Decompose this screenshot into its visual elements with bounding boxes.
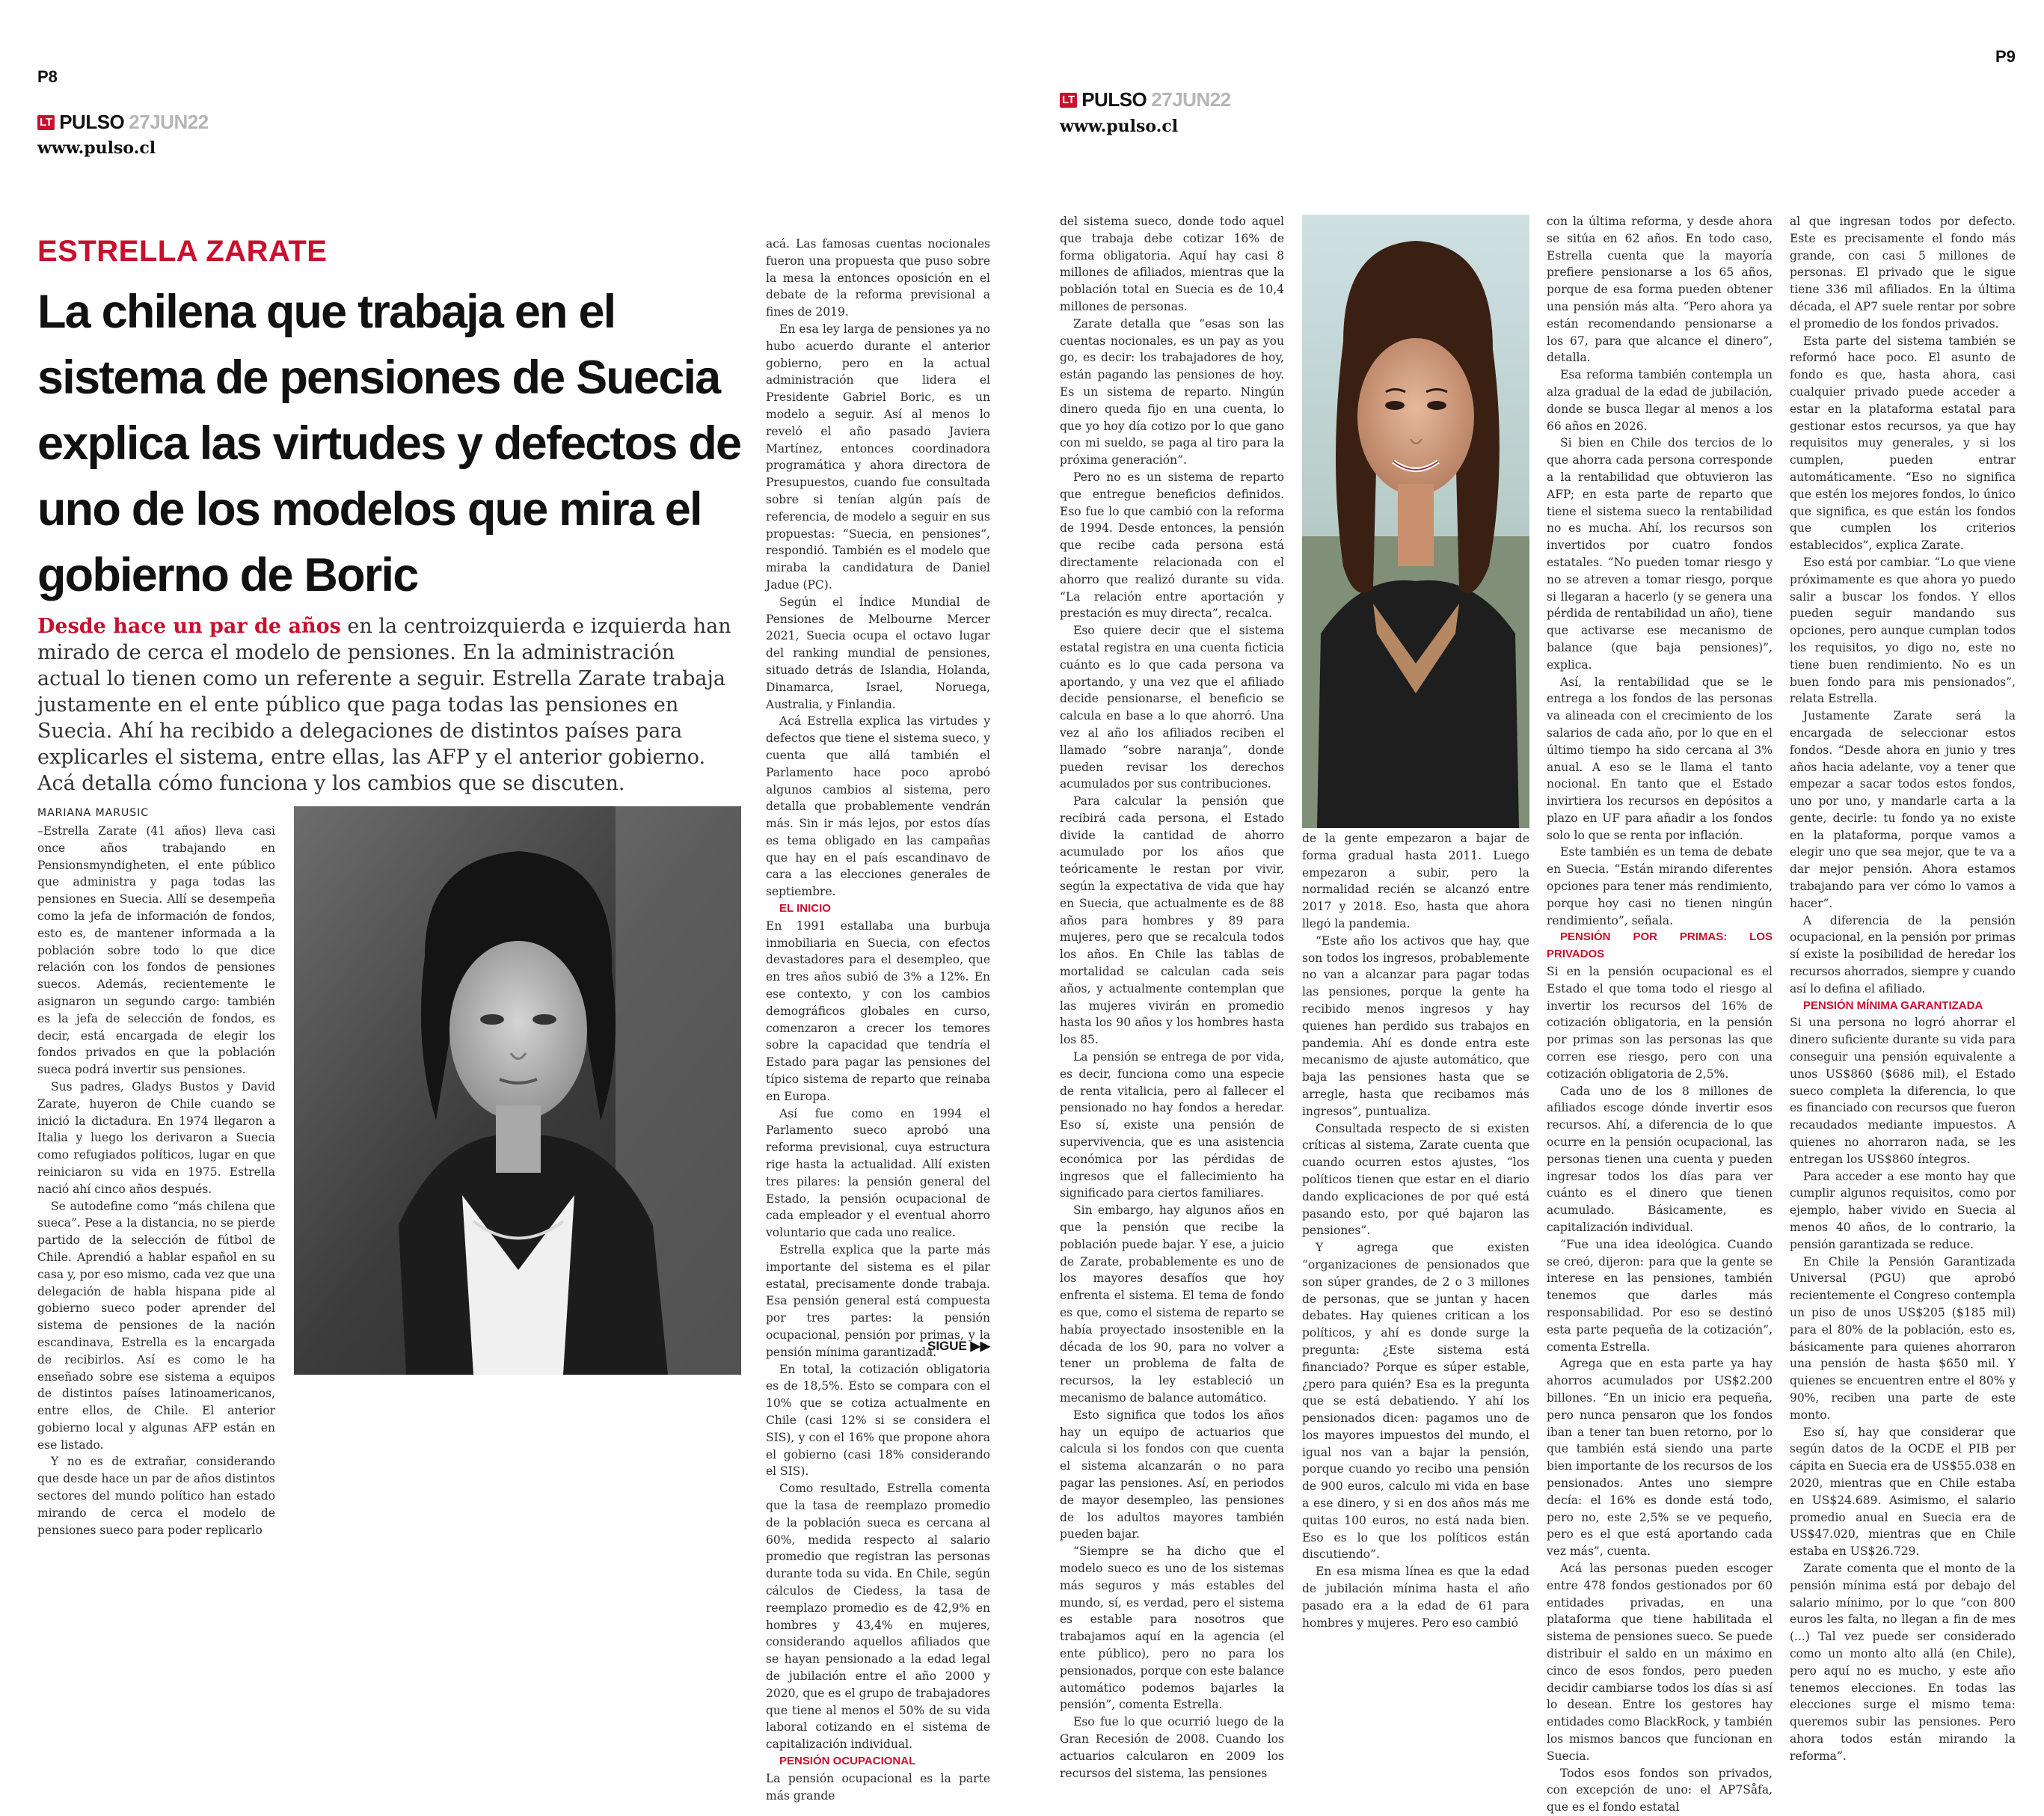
paragraph: Agrega que en esta parte ya hay ahorros acumulados por US$2.200 billones. “En un inicio era pequeña, pero nunca pensaron que los fondos iban a tener tan buen retorno, por lo que también está siendo una parte bien importante de los recursos de los pensionados. Antes uno siempre decía: el 16% es donde está todo, pero no, este 2,5% se ve pequeño, pero es el que está aportando cada vez más”, cuenta. [1547,1357,1773,1559]
paragraph: acá. Las famosas cuentas nocionales fueron una propuesta que puso sobre la mesa la entonces oposición en el debate de la reforma previsional a fines de 2019. [766,237,990,319]
lt-logo: LT [37,115,55,130]
paragraph: Acá las personas pueden escoger entre 478 fondos gestionados por 60 entidades privadas, en una plataforma que tiene habilitada el sistema de pensiones sueco. Se puede distribuir el saldo en un máximo en cinco de esos fondos, pero pueden decidir cambiarse todos los días si así lo desean. Entre los gestores hay entidades como BlackRock, y también los mismos bancos que funcionan en Suecia. [1547,1561,1773,1763]
paragraph: Zarate comenta que el monto de la pensión mínima está por debajo del salario mínimo, por lo que “con 800 euros les falta, no llegan a fin de mes (...) Tal vez puede ser considerado como un monto alto allá (en Chile), pero aquí no es mucho, y este año tenemos elecciones. En todas las elecciones surge el mismo tema: queremos subir las pensiones. Pero ahora todos están mirando la reforma”. [1790,1561,2016,1763]
paragraph: Eso está por cambiar. “Lo que viene próximamente es que ahora yo puedo salir a buscar los fondos. Y ellos pueden seguir mandando sus opciones, pero aunque cumplan todos los requisitos, yo digo no, este no tiene buen rendimiento. No es un buen fondo para mis pensionados”, relata Estrella. [1790,555,2016,706]
paragraph: al que ingresan todos por defecto. Este es precisamente el fondo más grande, con casi 5 millones de personas. El privado que le sigue tiene 336 mil afiliados. En la última década, el AP7 suele rentar por sobre el promedio de los fondos privados. [1790,215,2016,331]
paragraph: Esa reforma también contempla un alza gradual de la edad de jubilación, donde se busca llegar al menos a los 66 años en 2026. [1547,368,1773,433]
paragraph: Pero no es un sistema de reparto que entregue beneficios definidos. Eso fue lo que cambió con la reforma de 1994. Desde entonces, la pensión que recibe cada persona está directamente relacionada con el ahorro que realizó durante su vida. “La relación entre aportación y prestación es muy directa”, recalca. [1060,470,1284,621]
paragraph: Sin embargo, hay algunos años en que la pensión que recibe la población puede bajar. Y ese, a juicio de Zarate, probablemente es uno de los mayores desafíos que hoy enfrenta el sistema. El tema de fondo es que, como el sistema de reparto se había proyectado insostenible en la década de los 90, para no volver a tener un problema de falta de recursos, la ley estableció un mecanismo de balance automático. [1060,1203,1284,1405]
paragraph: “Siempre se ha dicho que el modelo sueco es uno de los sistemas más seguros y más estables del mundo, sí, es verdad, pero el sistema es estable para nosotros que trabajamos aquí en la agencia (el ente público), pero no para los pensionados, porque con este balance automático podemos bajarles la pensión”, comenta Estrella. [1060,1544,1284,1712]
portrait-photo-color [1302,215,1529,828]
column-2 [766,236,990,1804]
paragraph: La pensión ocupacional es la parte más grande [766,1771,990,1803]
paragraph: Si bien en Chile dos tercios de lo que ahorra cada persona corresponde a la rentabilidad que obtuvieron las AFP; en esta parte de reparto que tiene el sistema sueco la rentabilidad no es mucha. Ahí, los recursos son invertidos por cuatro fondos estatales. “No pueden tomar riesgo y no se atreven a tomar riesgo, porque si llegaran a hacerlo (y se genera una pérdida de rentabilidad un año), tiene que activarse ese mecanismo de balance (que baja pensiones)”, explica. [1547,436,1773,672]
page-number-left: P8 [37,67,58,86]
brand-date: 27JUN22 [1151,88,1231,111]
column-3 [1060,213,1284,1782]
paragraph: Acá Estrella explica las virtudes y defectos que tiene el sistema sueco, y cuenta que allá también el Parlamento hace poco aprobó algunos cambios al sistema, pero detalla que probablemente vendrán más. Sin ir más lejos, por estos días es tema obligado en las campañas que hay en el país escandinavo de cara a las elecciones generales de septiembre. [766,714,990,899]
column-6 [1790,213,2016,1765]
paragraph: Consultada respecto de si existen críticas al sistema, Zarate cuenta que cuando ocurren estos ajustes, “los políticos tienen que estar en el diario dando explicaciones de por qué está pasando esto, por qué bajaron las pensiones”. [1302,1121,1529,1238]
paragraph: Si una persona no logró ahorrar el dinero suficiente durante su vida para conseguir una pensión equivalente a unos US$860 ($686 mil), el Estado sueco completa la diferencia, lo que es financiado con recursos que fueron recaudados mediante impuestos. A quienes no ahorraron nada, se les entregan los US$860 íntegros. [1790,1016,2016,1166]
paragraph: Eso fue lo que ocurrió luego de la Gran Recesión de 2008. Cuando los actuarios calcularon en 2009 los recursos del sistema, las pensiones [1060,1715,1284,1780]
paragraph: con la última reforma, y desde ahora se sitúa en 62 años. En todo caso, Estrella cuenta que la mayoría prefiere pensionarse a los 65 años, porque de esa forma pueden obtener una pensión más alta. “Pero ahora ya están recomendando pensionarse a los 67, para que alcance el dinero”, detalla. [1547,215,1773,365]
paragraph: Cada uno de los 8 millones de afiliados escoge dónde invertir esos recursos. Ahí, a diferencia de lo que ocurre en la pensión ocupacional, las personas tienen una cuenta y pueden ingresar todos los días para ver cuánto es el dinero que tienen acumulado. Básicamente, es capitalización individual. [1547,1084,1773,1235]
paragraph: Estrella explica que la parte más importante del sistema es el pilar estatal, precisamente donde trabaja. Esa pensión general está compuesta por tres partes: la pensión ocupacional, pensión por primas, y la pensión mínima garantizada. [766,1243,990,1359]
paragraph: En esa ley larga de pensiones ya no hubo acuerdo durante el anterior gobierno, pero en la actual administración que lidera el Presidente Gabriel Boric, es un modelo a seguir. Así al menos lo reveló el año pasado Javiera Martínez, entonces coordinadora programática y ahora directora de Presupuestos, cuando fue consultada sobre si tenían algún país de referencia, de modelo a seguir en sus propuestas: “Suecia, en pensiones”, respondió. También es el modelo que miraba la candidatura de Daniel Jadue (PC). [766,322,990,592]
lead-highlight: Desde hace un par de años [37,615,341,638]
column-1 [37,823,275,1539]
lead-paragraph [37,613,733,797]
brand-name: PULSO [1081,88,1147,111]
lead-text: en la centroizquierda e izquierda han mirado de cerca el modelo de pensiones. En la administración actual lo tienen como un referente a seguir. Estrella Zarate trabaja justamente en el ente público que paga todas las pensiones en Suecia. Ahí ha recibido a delegaciones de distintos países para explicarles el sistema, entre ellas, las AFP y el anterior gobierno. Acá detalla cómo funciona y los cambios que se discuten. [37,615,731,795]
author-byline: MARIANA MARUSIC [37,807,150,819]
brand-header-left [37,111,209,134]
paragraph: –Estrella Zarate (41 años) lleva casi once años trabajando en Pensionsmyndigheten, el ente público que administra y paga todas las pensiones en Suecia. Allí se desempeña como la jefa de información de fondos, esto es, de mantener informada a la población sobre todo lo que dice relación con los fondos de pensiones suecos. Además, recientemente le asignaron un segundo cargo: también es la jefa de selección de fondos, es decir, está encargada de elegir los fondos privados en que la población sueca podrá invertir sus pensiones. [37,824,275,1077]
page-number-right: P9 [1995,47,2016,66]
paragraph: Eso quiere decir que el sistema estatal registra en una cuenta ficticia cuánto es lo que cada persona va aportando, y una vez que el afiliado decide pensionarse, el beneficio se calcula en base a lo que ahorró. Una vez al año los afiliados reciben el llamado “sobre naranja”, donde pueden revisar los derechos acumulados por sus contribuciones. [1060,624,1284,791]
brand-header-right [1060,88,1231,111]
paragraph: Este también es un tema de debate en Suecia. “Están mirando diferentes opciones para tener más rendimiento, porque hoy casi no tienen ningún rendimiento”, señala. [1547,845,1773,927]
paragraph: de la gente empezaron a bajar de forma gradual hasta 2011. Luego empezaron a subir, pero la normalidad recién se alcanzó entre 2017 y 2018. Eso, hasta que ahora llegó la pandemia. [1302,832,1529,930]
paragraph: Y agrega que existen “organizaciones de pensionados que son súper grandes, de 2 o 3 millones de personas, que se juntan y hacen debates. Hay quienes critican a los políticos, y ahí es donde surge la pregunta: ¿Este sistema está financiado? Porque es súper estable, ¿pero para quién? Esa es la pregunta que se está debatiendo. Y ahí los pensionados dicen: pagamos uno de los mayores impuestos del mundo, el igual nos van a bajar la pensión, porque cuando yo recibo una pensión de 900 euros, calculo mi vida en base a ese dinero, y si en dos años más me quitas 100 euros, no está nada bien. Eso es lo que los políticos están discutiendo”. [1302,1241,1529,1562]
headline: La chilena que trabaja en el sistema de pensiones de Suecia explica las virtudes y defectos de uno de los modelos que mira el gobierno de Boric [37,286,741,601]
paragraph: En esa misma línea es que la edad de jubilación mínima hasta el año pasado era a la edad de 61 para hombres y mujeres. Pero eso cambió [1302,1565,1529,1630]
paragraph: En Chile la Pensión Garantizada Universal (PGU) que aprobó recientemente el Congreso contempla un piso de unos US$205 ($185 mil) para el 80% de la población, esto es, básicamente para quienes ahorraron una pensión de hasta $650 mil. Y quienes se encuentren entre el 80% y 90%, reciben una parte de este monto. [1790,1254,2016,1422]
lt-logo: LT [1060,93,1077,108]
paragraph: “Fue una idea ideológica. Cuando se creó, dijeron: para que la gente se interese en las pensiones, también tenemos que darles más responsabilidad. Por eso se destinó esta parte pequeña de la cotización”, comenta Estrella. [1547,1237,1773,1354]
paragraph: Esta parte del sistema también se reformó hace poco. El asunto de fondo es que, hasta ahora, casi cualquier privado puede acceder a estar en la plataforma estatal para gestionar estos recursos, ya que hay requisitos muy generales, y si los cumplen, pueden entrar automáticamente. “Eso no significa que estén los mejores fondos, lo único que significa, es que están los fondos que cumplen los criterios establecidos”, explica Zarate. [1790,334,2016,553]
paragraph: Se autodefine como “más chilena que sueca”. Pese a la distancia, no se pierde partido de la selección de fútbol de Chile. Aprendió a hablar español en su casa y, por eso mismo, cada vez que una delegación de habla hispana pide al gobierno sueco poder aprender del sistema de pensiones de la nación escandinava, Estrella es la encargada de recibirlos. Así es como le ha enseñado sobre ese sistema a equipos de distintos países latinoamericanos, entre ellos, de Chile. El anterior gobierno local y algunas AFP están en ese listado. [37,1199,275,1452]
subheading-pension-minima: PENSIÓN MÍNIMA GARANTIZADA [1803,999,1983,1012]
brand-date: 27JUN22 [129,111,209,133]
portrait-photo-bw [294,806,741,1375]
paragraph: Como resultado, Estrella comenta que la tasa de reemplazo promedio de la población sueca es cercana al 60%, medida respecto al salario promedio que registran las personas durante toda su vida. En Chile, según cálculos de Ciedess, la tasa de reemplazo promedio es de 42,9% en hombres y 43,4% en mujeres, considerando aquellos afiliados que se hayan pensionado a la edad legal de jubilación entre el año 2000 y 2020, que es el grupo de trabajadores que tiene al menos el 50% de su vida laboral cotizando en el sistema de capitalización individual. [766,1482,990,1752]
paragraph: del sistema sueco, donde todo aquel que trabaja debe cotizar 16% de forma obligatoria. Aquí hay casi 8 millones de afiliados, mientras que la población total en Suecia es de 10,4 millones de personas. [1060,215,1284,313]
portrait-bw-illustration [294,806,741,1375]
sigue-continue-marker [927,1339,990,1354]
paragraph: Si en la pensión ocupacional es el Estado el que toma todo el riesgo al invertir los recursos del 16% de cotización obligatoria, en la pensión por primas son las personas las que corren ese riesgo, pero con una cotización obligatoria de 2,5%. [1547,965,1773,1081]
paragraph: Esto significa que todos los años hay un equipo de actuarios que calcula si los fondos con que cuenta el sistema alcanzarán o no para pagar las pensiones. Así, en periodos de mayor desempleo, las pensiones de los adultos mayores también pueden bajar. [1060,1408,1284,1542]
portrait-color-illustration [1302,215,1529,828]
website-link-right[interactable]: www.pulso.cl [1060,117,1179,136]
column-4 [1302,830,1529,1631]
paragraph: En 1991 estallaba una burbuja inmobiliaria en Suecia, con efectos devastadores para el desempleo, que en tres años subió de 3% a 12%. En ese contexto, y con los cambios demográficos globales en curso, comenzaron a crecer los temores sobre la capacidad que tendría el Estado para pagar las pensiones del típico sistema de reparto que reinaba en Europa. [766,918,990,1103]
paragraph: Para acceder a ese monto hay que cumplir algunos requisitos, como por ejemplo, haber vivido en Suecia al menos 40 años, de lo contrario, la pensión garantizada se reduce. [1790,1169,2016,1251]
paragraph: Así, la rentabilidad que se le entrega a los fondos de las personas va alineada con el crecimiento de los salarios de cada año, por lo que en el último tiempo ha sido cercana al 3% anual. A eso se le llama el tanto nocional. En tanto que el Estado invirtiera los recursos en depósitos a plazo en UF para añadir a los fondos solo lo que se renta por inflación. [1547,675,1773,842]
subheading-el-inicio: EL INICIO [779,902,831,915]
kicker: ESTRELLA ZARATE [37,235,328,268]
paragraph: Así fue como en 1994 el Parlamento sueco aprobó una reforma previsional, cuya estructura rige hasta la actualidad. Allí existen tres pilares: la pensión general del Estado, la pensión ocupacional de cada empleador y el eventual ahorro voluntario que cada uno realice. [766,1106,990,1240]
subheading-pension-por-primas: PENSIÓN POR PRIMAS: LOS PRIVADOS [1547,930,1773,961]
sigue-label: SIGUE [927,1339,967,1353]
double-arrow-icon: ▶▶ [970,1339,990,1353]
paragraph: Para calcular la pensión que recibirá cada persona, el Estado divide la cantidad de ahorro acumulado por los años que teóricamente le restan por vivir, según la expectativa de vida que hay en Suecia, que actualmente es de 88 años para hombres y 89 para mujeres, pero que se recalcula todos los años. En Chile las tablas de mortalidad se calculan cada seis años, y actualmente contemplan que las mujeres vivirán en promedio hasta los 90 años y los hombres hasta los 85. [1060,794,1284,1047]
paragraph: Eso sí, hay que considerar que según datos de la OCDE el PIB per cápita en Suecia era de US$55.038 en 2020, mientras que en Chile estaba en US$24.689. Asimismo, el salario promedio anual en Suecia era de US$47.020, mientras que en Chile estaba en US$26.729. [1790,1425,2016,1559]
column-5 [1547,213,1773,1816]
subheading-pension-ocupacional: PENSIÓN OCUPACIONAL [779,1754,916,1767]
paragraph: A diferencia de la pensión ocupacional, en la pensión por primas sí existe la posibilidad de heredar los recursos ahorrados, siempre y cuando así lo defina el afiliado. [1790,913,2016,996]
brand-name: PULSO [59,111,125,133]
paragraph: Todos esos fondos son privados, con excepción de uno: el AP7Såfa, que es el fondo estatal [1547,1766,1773,1815]
website-link-left[interactable]: www.pulso.cl [37,138,156,158]
paragraph: Zarate detalla que “esas son las cuentas nocionales, es un pay as you go, es decir: los trabajadores de hoy, están pagando las pensiones de hoy. Es un sistema de reparto. Ningún dinero queda fijo en una cuenta, lo que yo hoy día cotizo por lo que gano con mi sueldo, se paga al tiro para la próxima generación”. [1060,316,1284,467]
paragraph: La pensión se entrega de por vida, es decir, funciona como una especie de renta vitalicia, pero al fallecer el pensionado no hay fondos a heredar. Eso sí, existe una pensión de supervivencia, que es una asistencia económica por las pérdidas de ingresos que el fallecimiento ha significado para ciertos familiares. [1060,1050,1284,1200]
paragraph: Y no es de extrañar, considerando que desde hace un par de años distintos sectores del mundo político han estado mirando de cerca el modelo de pensiones sueco para poder replicarlo [37,1455,275,1537]
paragraph: En total, la cotización obligatoria es de 18,5%. Esto se compara con el 10% que se cotiza actualmente en Chile (casi 12% si se considera el SIS), y con el 16% que propone ahora el gobierno (casi 18% considerando el SIS). [766,1362,990,1479]
paragraph: Sus padres, Gladys Bustos y David Zarate, huyeron de Chile cuando se inició la dictadura. En 1974 llegaron a Italia y luego los derivaron a Suecia como refugiados políticos, lugar en que reiniciaron su vida en 1975. Estrella nació ahí cinco años después. [37,1079,275,1196]
paragraph: Justamente Zarate será la encargada de seleccionar estos fondos. “Desde ahora en junio y tres años hacia adelante, voy a tener que empezar a sacar todos estos fondos, uno por uno, y mandarle carta a la gente, decirle: tu fondo ya no existe en la plataforma, porque vamos a elegir uno que sea mejor, que te va a dar mejor pensión. Ahora estamos trabajando para ver cómo lo vamos a hacer”. [1790,709,2016,910]
paragraph: “Este año los activos que hay, que son todos los ingresos, probablemente no van a alcanzar para pagar todas las pensiones, porque la gente ha recibido menos ingresos y hay quienes han perdido sus trabajos en pandemia. Ahí es donde entra este mecanismo de ajuste automático, que baja las pensiones hasta que se arregle, hasta que recibamos más ingresos”, puntualiza. [1302,933,1529,1118]
paragraph: Según el Índice Mundial de Pensiones de Melbourne Mercer 2021, Suecia ocupa el octavo lugar del ranking mundial de pensiones, situado detrás de Islandia, Holanda, Dinamarca, Israel, Noruega, Australia, y Finlandia. [766,595,990,711]
